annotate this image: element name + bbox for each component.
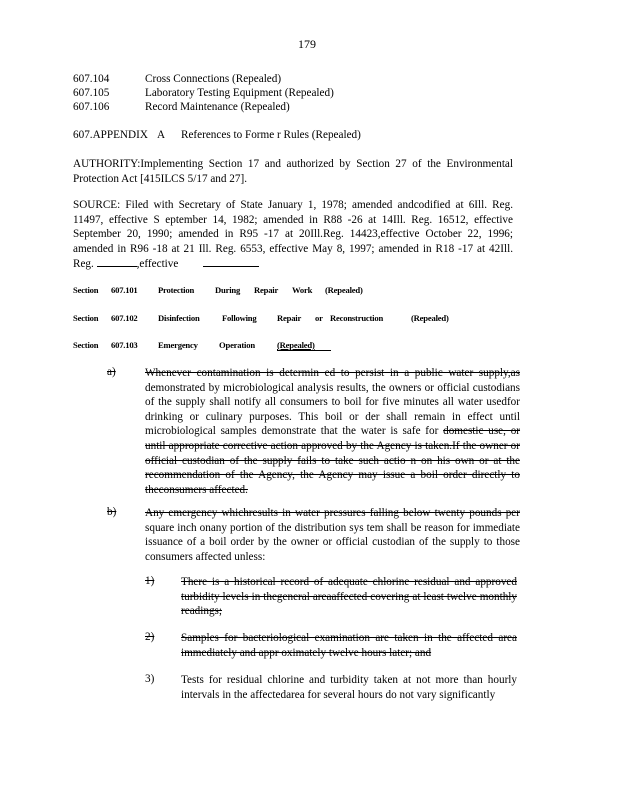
page-number: 179 — [298, 37, 316, 51]
section-number: 607.101 — [111, 285, 138, 295]
subitem-label: 1) — [145, 575, 155, 587]
appendix-number: 607.APPENDIX — [73, 129, 148, 141]
section-title-word: (Repealed) — [411, 313, 449, 323]
section-label: Section — [73, 285, 99, 295]
section-title-word: Emergency — [158, 340, 198, 350]
row-title: Record Maintenance (Repealed) — [145, 101, 290, 113]
section-title-word: During — [215, 285, 241, 295]
subitem-label: 3) — [145, 673, 155, 685]
row-number: 607.104 — [73, 73, 110, 85]
section-label: Section — [73, 313, 99, 323]
struck-text: Any emergency whichresults in water pressures falling below twenty pounds per — [145, 507, 520, 519]
subitem-text: Samples for bacteriological examination are taken in the affected area immediately and appr oximately twelve hours later; and — [181, 632, 517, 659]
source-blank-1 — [97, 256, 137, 267]
section-title-word: (Repealed) — [325, 285, 363, 295]
item-body — [145, 506, 520, 564]
struck-text: domestic use, or until appropriate corrective action approved by the Agency is taken.If the owner or official custodian of the supply fails to take such actio n on his own or at the recommendation of the Agency, the Agency may issue a boil order directly to theconsumers affected. — [145, 425, 521, 496]
subitem-text: Tests for residual chlorine and turbidity taken at not more than hourly intervals in the affectedarea for several hours do not vary significantly — [181, 674, 517, 701]
authority-note: AUTHORITY:Implementing Section 17 and authorized by Section 27 of the Environmental Protection Act [415ILCS 5/17 and 27]. — [73, 158, 513, 185]
struck-text: Whenever contamination is determin ed to persist in a public water supply,as — [145, 367, 520, 379]
row-number: 607.105 — [73, 87, 110, 99]
section-title-word: Reconstruction — [330, 313, 384, 323]
section-title-word: Operation — [219, 340, 255, 350]
source-text: SOURCE: Filed with Secretary of State January 1, 1978; amended andcodified at 6Ill. Reg. 11497, effective S eptember 14, 1982; amended in R88 -26 at 14Ill. Reg. 16512, effective September 20, 1990; amended in R95 -17 at 20Ill.Reg. 14423,effective October 22, 1996; amended in R96 -18 at 21 Ill. Reg. 6553, effective May 8, 1997; amended in R18 -17 at 42Ill. Reg. — [73, 199, 513, 271]
section-title-word: Work — [292, 285, 313, 295]
body-text: square inch onany portion of the distribution sys tem shall be reason for immediate issuance of a boil order by the owner or official custodian of the supply to those consumers affected unless: — [145, 521, 520, 563]
row-number: 607.106 — [73, 101, 110, 113]
row-title: Laboratory Testing Equipment (Repealed) — [145, 87, 334, 99]
source-blank-2 — [203, 256, 259, 267]
section-title-word: Following — [222, 313, 257, 323]
section-title-word: Disinfection — [158, 313, 200, 323]
row-title: Cross Connections (Repealed) — [145, 73, 282, 85]
section-title-word: Repair — [254, 285, 279, 295]
appendix-title: References to Forme r Rules (Repealed) — [181, 129, 361, 141]
section-title-word: (Repealed) — [277, 340, 331, 351]
section-number: 607.102 — [111, 313, 138, 323]
section-label: Section — [73, 340, 99, 350]
section-title-word: Repair — [277, 313, 302, 323]
item-body — [145, 366, 520, 497]
subitem-label: 2) — [145, 631, 155, 643]
source-note — [73, 198, 513, 272]
section-title-word: or — [315, 313, 323, 323]
source-effective: ,effective — [136, 258, 179, 271]
body-text: demonstrated by microbiological analysis results, the owners or official custodians of the supply shall notify all consumers to boil for five minutes all water usedfor drinking or culinary purposes. This boil or der shall remain in effect until microbiological samples demonstrate that the water is safe for — [145, 381, 520, 438]
item-label: a) — [107, 366, 116, 378]
item-label: b) — [107, 506, 117, 518]
section-number: 607.103 — [111, 340, 138, 350]
subitem-text: There is a historical record of adequate chlorine residual and approved turbidity levels in thegeneral areaaffected covering at least twelve monthly readings; — [181, 576, 517, 618]
appendix-letter: A — [157, 129, 166, 141]
section-title-word: Protection — [158, 285, 195, 295]
